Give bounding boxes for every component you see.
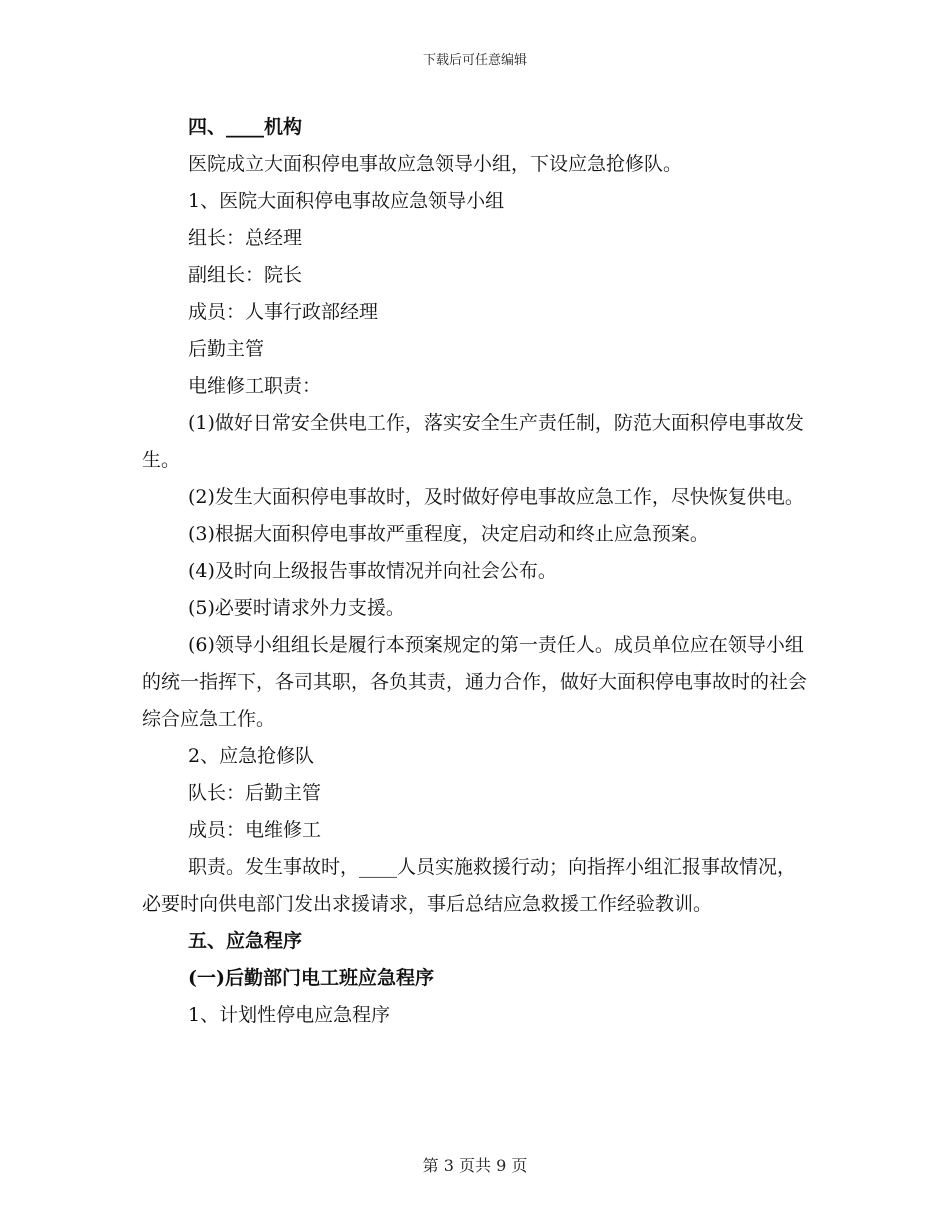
list-item: (2)发生大面积停电事故时，及时做好停电事故应急工作，尽快恢复供电。	[188, 486, 804, 508]
paragraph: 医院成立大面积停电事故应急领导小组，下设应急抢修队。	[188, 153, 683, 175]
subsection-heading: 2、应急抢修队	[188, 745, 315, 767]
paragraph: 职责。发生事故时，____人员实施救援行动；向指挥小组汇报事故情况，必要时向供电部门发出求援请求，事后总结应急救援工作经验教训。	[142, 856, 797, 915]
paragraph: 电维修工职责：	[188, 375, 322, 397]
paragraph: 成员：人事行政部经理	[188, 301, 379, 323]
paragraph: 成员：电维修工	[188, 819, 322, 841]
paragraph: 后勤主管	[188, 338, 265, 360]
section-heading-procedure: 五、应急程序	[188, 930, 303, 952]
subsection-heading: 1、医院大面积停电事故应急领导小组	[188, 190, 505, 212]
list-item: (3)根据大面积停电事故严重程度，决定启动和终止应急预案。	[188, 523, 709, 545]
subsection-heading: (一)后勤部门电工班应急程序	[188, 967, 434, 989]
subsection-heading: 1、计划性停电应急程序	[188, 1004, 391, 1026]
paragraph: 队长：后勤主管	[188, 782, 322, 804]
paragraph: 副组长：院长	[188, 264, 303, 286]
list-item: (6)领导小组组长是履行本预案规定的第一责任人。成员单位应在领导小组的统一指挥下，各司其职，各负其责，通力合作，做好大面积停电事故时的社会综合应急工作。	[142, 634, 808, 730]
list-item: (4)及时向上级报告事故情况并向社会公布。	[188, 560, 557, 582]
page-header: 下载后可任意编辑	[422, 53, 527, 68]
list-item: (5)必要时请求外力支援。	[188, 597, 405, 619]
document-body	[142, 109, 808, 1034]
page-footer: 第 3 页共 9 页	[422, 1156, 528, 1175]
section-heading-organization: 四、____机构	[188, 116, 303, 138]
list-item: (1)做好日常安全供电工作，落实安全生产责任制，防范大面积停电事故发生。	[142, 412, 804, 471]
paragraph: 组长：总经理	[188, 227, 303, 249]
